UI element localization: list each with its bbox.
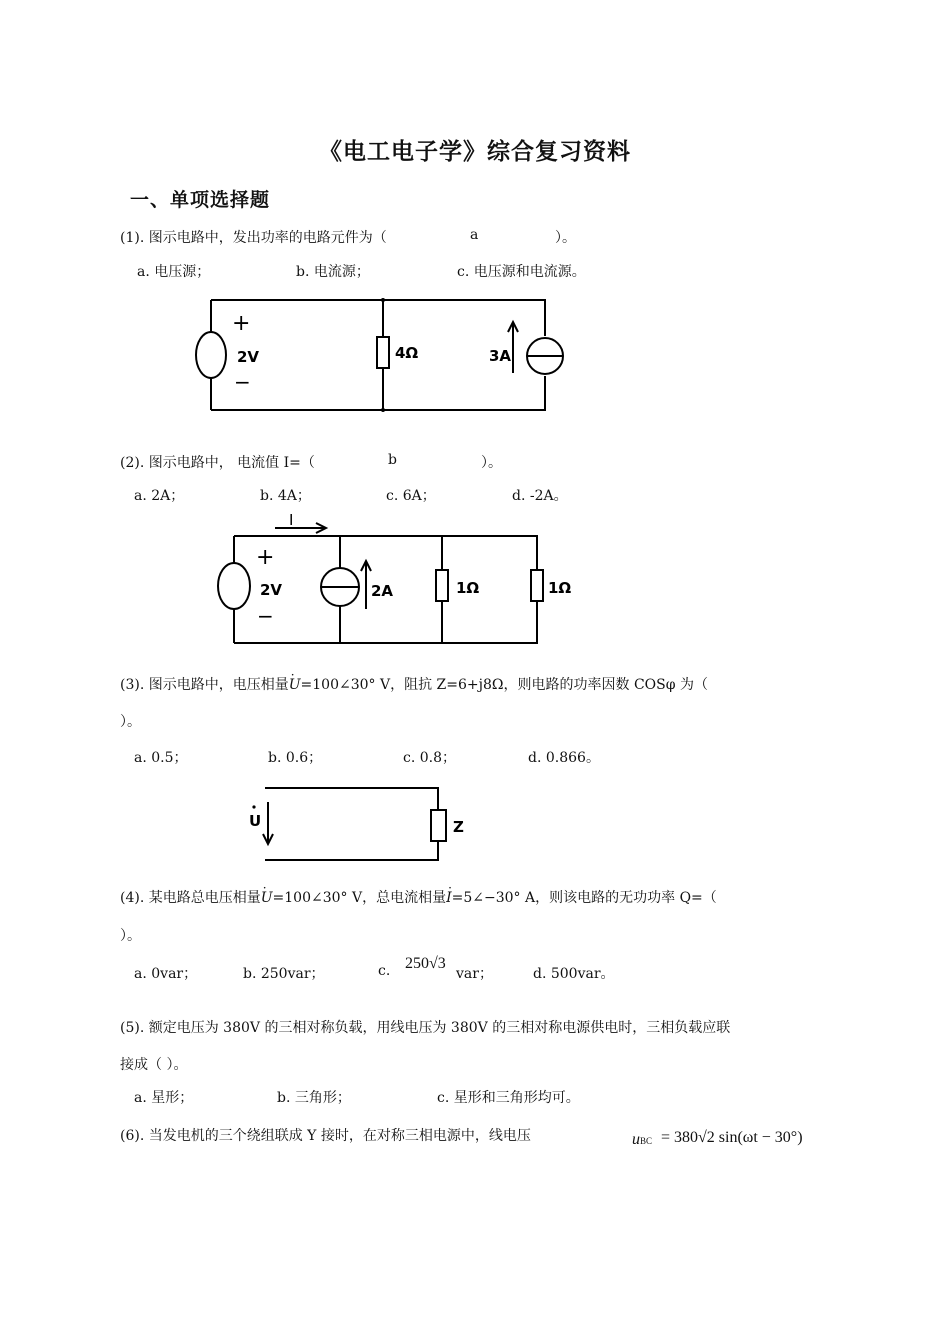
q2-option-a: a. 2A； bbox=[134, 488, 185, 504]
q4-stem-end: ）。 bbox=[120, 928, 141, 944]
q3-voltage-phasor: · U bbox=[289, 677, 301, 693]
q5-option-c: c. 星形和三角形均可。 bbox=[437, 1090, 580, 1106]
q1-voltage-source bbox=[196, 332, 226, 378]
q3-option-c: c. 0.8； bbox=[403, 750, 457, 766]
q2-option-b: b. 4A； bbox=[260, 488, 311, 504]
q6-stem: (6). 当发电机的三个绕组联成 Y 接时，在对称三相电源中，线电压 bbox=[120, 1128, 531, 1144]
q2-vs-label: 2V bbox=[260, 581, 283, 599]
q2-current-source bbox=[321, 568, 359, 606]
q3-u-label: U bbox=[249, 812, 262, 830]
q5-stem-line1: (5). 额定电压为 380V 的三相对称负载，用线电压为 380V 的三相对称电源供电时，三相负载应联 bbox=[120, 1020, 731, 1036]
q5-stem-line2: 接成（ ）。 bbox=[120, 1057, 188, 1073]
q1-cs-label: 3A bbox=[489, 347, 512, 365]
q2-option-c: c. 6A； bbox=[386, 488, 436, 504]
q3-stem-end: ）。 bbox=[120, 714, 141, 730]
q4-option-a: a. 0var； bbox=[134, 966, 198, 982]
q4-option-d: d. 500var。 bbox=[533, 966, 615, 982]
q1-option-b: b. 电流源； bbox=[296, 264, 370, 280]
q3-impedance bbox=[431, 810, 446, 841]
q2-close: ）。 bbox=[481, 455, 502, 471]
q1-answer: a bbox=[470, 227, 479, 243]
q2-cs-label: 2A bbox=[371, 582, 394, 600]
q3-option-a: a. 0.5； bbox=[134, 750, 188, 766]
q4-option-b: b. 250var； bbox=[243, 966, 325, 982]
q1-resistor-label: 4Ω bbox=[395, 344, 419, 362]
q1-option-c: c. 电压源和电流源。 bbox=[457, 264, 586, 280]
q4-stem-part-c: =5∠−30° A，则该电路的无功功率 Q=（ bbox=[451, 890, 717, 906]
q4-option-c-value: 250√3 bbox=[405, 955, 446, 972]
q1-minus-sign: − bbox=[234, 370, 251, 394]
q4-option-c-unit: var； bbox=[456, 966, 493, 982]
q6-voltage-expression: = 380√2 sin(ωt − 30°) bbox=[661, 1129, 803, 1146]
q2-cs-arrow bbox=[361, 561, 371, 609]
q1-close: ）。 bbox=[555, 230, 576, 246]
section-heading: 一、单项选择题 bbox=[130, 189, 271, 211]
q1-current-source bbox=[527, 338, 563, 374]
q2-current-label: I bbox=[289, 511, 294, 529]
q2-plus-sign: + bbox=[256, 545, 275, 570]
q2-resistor-1 bbox=[436, 570, 448, 601]
q1-resistor bbox=[377, 337, 389, 368]
q3-voltage-arrow bbox=[263, 802, 273, 844]
q1-option-a: a. 电压源； bbox=[137, 264, 211, 280]
q2-r2-label: 1Ω bbox=[548, 579, 572, 597]
q6-voltage-symbol bbox=[632, 1131, 652, 1149]
q1-vs-label: 2V bbox=[237, 348, 260, 366]
q2-current-arrow-I bbox=[275, 523, 326, 533]
q4-current-phasor: · I bbox=[446, 890, 452, 906]
q3-circuit-diagram bbox=[240, 780, 480, 870]
q3-option-d: d. 0.866。 bbox=[528, 750, 600, 766]
q6-u: u bbox=[632, 1131, 640, 1148]
q2-resistor-2 bbox=[531, 570, 543, 601]
q4-option-c-prefix: c. bbox=[378, 963, 391, 979]
q6-u-subscript: BC bbox=[640, 1136, 653, 1146]
q5-option-b: b. 三角形； bbox=[277, 1090, 351, 1106]
q2-answer: b bbox=[388, 452, 397, 468]
q2-minus-sign: − bbox=[257, 604, 274, 628]
page-title: 《电工电子学》综合复习资料 bbox=[319, 139, 631, 165]
q2-circuit-diagram bbox=[205, 505, 572, 655]
q2-voltage-source bbox=[218, 563, 250, 609]
q5-option-a: a. 星形； bbox=[134, 1090, 194, 1106]
q4-stem-part-b: =100∠30° V，总电流相量 bbox=[272, 890, 447, 906]
q1-plus-sign: + bbox=[232, 311, 251, 336]
q4-stem-part-a: (4). 某电路总电压相量 bbox=[120, 890, 261, 906]
q3-stem-part-b: =100∠30° V，阻抗 Z=6+j8Ω，则电路的功率因数 COSφ 为（ bbox=[300, 677, 708, 693]
q2-option-d: d. -2A。 bbox=[512, 488, 568, 504]
q4-voltage-phasor: · U bbox=[261, 890, 273, 906]
q3-z-label: Z bbox=[453, 818, 464, 836]
q1-circuit-diagram bbox=[190, 290, 580, 420]
q2-r1-label: 1Ω bbox=[456, 579, 480, 597]
q3-stem-part-a: (3). 图示电路中，电压相量 bbox=[120, 677, 289, 693]
q3-option-b: b. 0.6； bbox=[268, 750, 323, 766]
q4-stem bbox=[120, 887, 717, 907]
q2-stem: (2). 图示电路中， 电流值 I=（ bbox=[120, 455, 315, 471]
q3-stem bbox=[120, 674, 708, 694]
q1-stem: (1). 图示电路中，发出功率的电路元件为（ bbox=[120, 230, 387, 246]
